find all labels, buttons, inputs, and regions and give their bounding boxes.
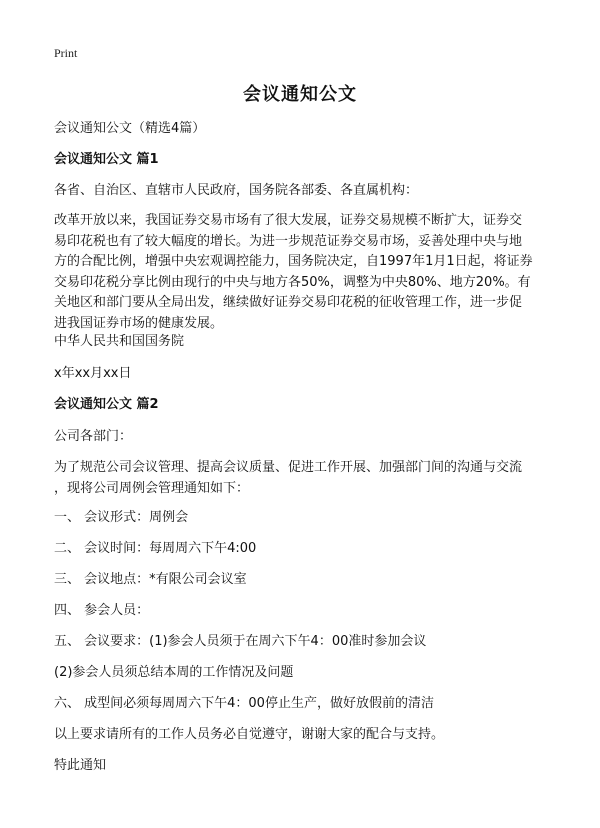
article-1-body-line: 交易印花税分享比例由现行的中央与地方各50%，调整为中央80%、地方20%。有 (54, 274, 531, 290)
article-2-heading: 会议通知公文 篇2 (54, 397, 159, 412)
article-2-item-requirement-2: (2)参会人员须总结本周的工作情况及问题 (54, 665, 294, 680)
article-2-item-attendees: 四、 参会人员： (54, 603, 150, 618)
article-1-salutation: 各省、自治区、直辖市人民政府，国务院各部委、各直属机构： (54, 183, 419, 198)
document-subtitle: 会议通知公文（精选4篇） (54, 121, 206, 136)
article-2-notice: 特此通知 (54, 758, 107, 773)
article-2-item-form: 一、 会议形式：周例会 (54, 510, 189, 525)
article-2-intro (54, 458, 550, 499)
article-2-intro-line: ，现将公司周例会管理通知如下： (54, 480, 250, 496)
article-1-body (54, 211, 550, 334)
article-1-date: x年xx月xx日 (54, 366, 132, 381)
article-1-body-line: 方的合配比例，增强中央宏观调控能力，国务院决定，自1997年1月1日起，将证券 (54, 254, 533, 269)
article-1-signature: 中华人民共和国国务院 (54, 334, 185, 349)
article-1-heading: 会议通知公文 篇1 (54, 152, 159, 167)
print-label[interactable]: Print (54, 46, 78, 60)
article-2-item-workshop: 六、 成型间必须每周周六下午4：00停止生产，做好放假前的清洁 (54, 696, 434, 711)
article-2-item-location: 三、 会议地点：*有限公司会议室 (54, 572, 247, 587)
article-2-item-time: 二、 会议时间：每周周六下午4:00 (54, 541, 257, 556)
article-2-closing: 以上要求请所有的工作人员务必自觉遵守，谢谢大家的配合与支持。 (54, 727, 445, 742)
article-2-salutation: 公司各部门： (54, 429, 133, 444)
article-2-intro-line: 为了规范公司会议管理、提高会议质量、促进工作开展、加强部门间的沟通与交流 (54, 460, 523, 475)
article-1-body-line: 改革开放以来，我国证券交易市场有了很大发展，证券交易规模不断扩大，证券交 (54, 213, 523, 228)
article-1-body-line: 进我国证券市场的健康发展。 (54, 315, 224, 331)
article-1-body-line: 关地区和部门要从全局出发，继续做好证券交易印花税的征收管理工作，进一步促 (54, 295, 523, 310)
document-title: 会议通知公文 (243, 84, 357, 105)
article-2-item-requirements: 五、 会议要求：(1)参会人员须于在周六下午4：00准时参加会议 (54, 634, 427, 649)
article-1-body-line: 易印花税也有了较大幅度的增长。为进一步规范证券交易市场，妥善处理中央与地 (54, 233, 523, 249)
